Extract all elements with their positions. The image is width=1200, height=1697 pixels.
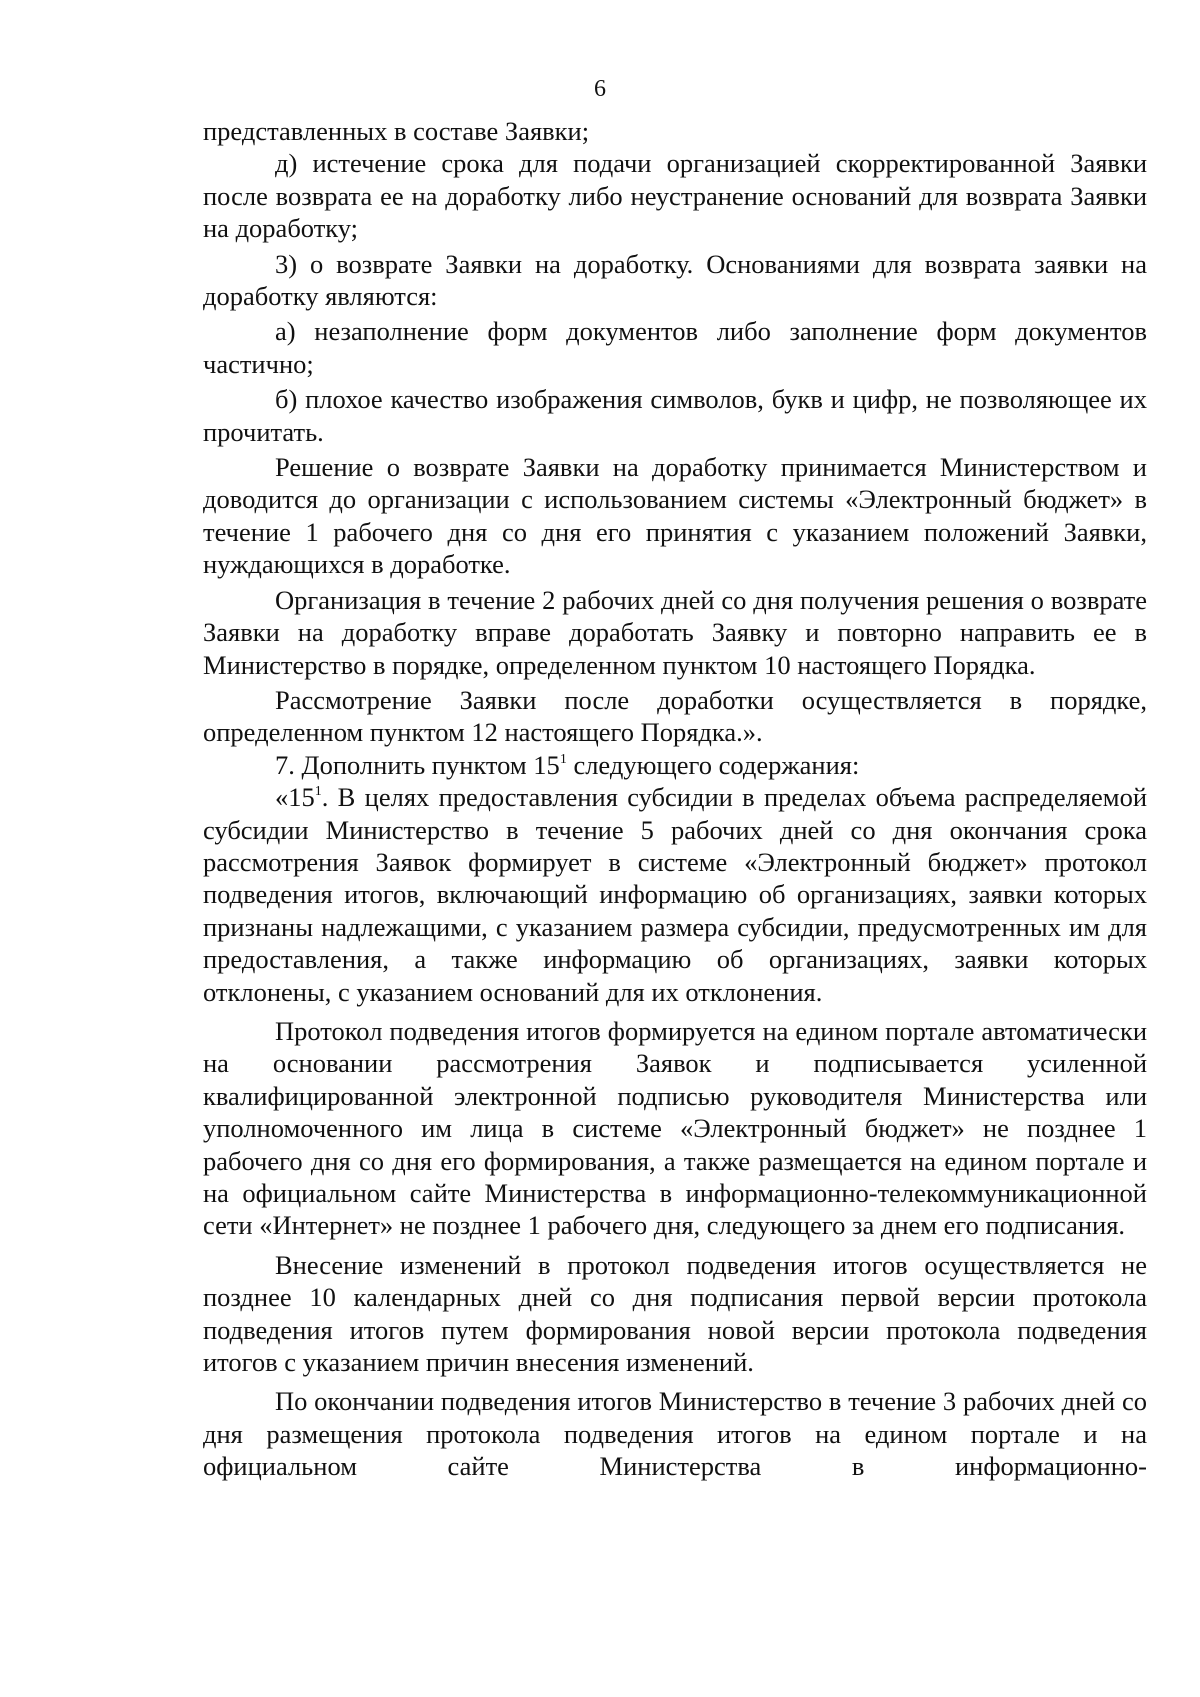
paragraph-9-after: следующего содержания: bbox=[566, 749, 860, 780]
paragraph-10-sup: 1 bbox=[314, 784, 322, 800]
paragraph-2: д) истечение срока для подачи организацией скорректированной Заявки после возврата ее на доработку либо неустранение оснований для возврата Заявки на доработку; bbox=[203, 148, 1147, 244]
paragraph-9-sup: 1 bbox=[559, 751, 567, 767]
paragraph-13: По окончании подведения итогов Министерство в течение 3 рабочих дней со дня размещения протокола подведения итогов на едином портале и на официальном сайте Министерства в информационно- bbox=[203, 1386, 1147, 1482]
paragraph-9-before: 7. Дополнить пунктом 15 bbox=[275, 749, 560, 780]
paragraph-11: Протокол подведения итогов формируется на едином портале автоматически на основании рассмотрения Заявок и подписывается усиленной квалифицированной электронной подписью руководителя Министерства или уполномоченного им лица в системе «Электронный бюджет» не позднее 1 рабочего дня со дня его формирования, а также размещается на едином портале и на официальном сайте Министерства в информационно-телекоммуникационной сети «Интернет» не позднее 1 рабочего дня, следующего за днем его подписания. bbox=[203, 1015, 1147, 1241]
paragraph-1: представленных в составе Заявки; bbox=[203, 116, 590, 146]
paragraph-12: Внесение изменений в протокол подведения итогов осуществляется не позднее 10 календарных дней со дня подписания первой версии протокола подведения итогов путем формирования новой версии протокола подведения итогов с указанием причин внесения изменений. bbox=[203, 1249, 1147, 1378]
paragraph-3: 3) о возврате Заявки на доработку. Основаниями для возврата заявки на доработку являются: bbox=[203, 248, 1147, 312]
document-body bbox=[203, 115, 1147, 1483]
paragraph-9 bbox=[203, 749, 1147, 781]
paragraph-7: Организация в течение 2 рабочих дней со дня получения решения о возврате Заявки на доработку вправе доработать Заявку и повторно направить ее в Министерство в порядке, определенном пунктом 10 настоящего Порядка. bbox=[203, 584, 1147, 680]
paragraph-10-before: «15 bbox=[275, 782, 315, 813]
paragraph-4: а) незаполнение форм документов либо заполнение форм документов частично; bbox=[203, 316, 1147, 379]
paragraph-6: Решение о возврате Заявки на доработку принимается Министерством и доводится до организации с использованием системы «Электронный бюджет» в течение 1 рабочего дня со дня его принятия с указанием положений Заявки, нуждающихся в доработке. bbox=[203, 452, 1147, 580]
page-number: 6 bbox=[594, 76, 606, 102]
paragraph-10-after: . В целях предоставления субсидии в пределах объема распределяемой субсидии Министерство в течение 5 рабочих дней со дня окончания срока рассмотрения Заявок формирует в системе «Электронный бюджет» протокол подведения итогов, включающий информацию об организациях, заявки которых признаны надлежащими, с указанием размера субсидии, предусмотренных им для предоставления, а также информацию об организациях, заявки которых отклонены, с указанием оснований для их отклонения. bbox=[203, 782, 1147, 1007]
paragraph-8: Рассмотрение Заявки после доработки осуществляется в порядке, определенном пунктом 12 настоящего Порядка.». bbox=[203, 684, 1147, 748]
paragraph-5: б) плохое качество изображения символов, букв и цифр, не позволяющее их прочитать. bbox=[203, 384, 1147, 447]
paragraph-10 bbox=[203, 781, 1147, 1008]
